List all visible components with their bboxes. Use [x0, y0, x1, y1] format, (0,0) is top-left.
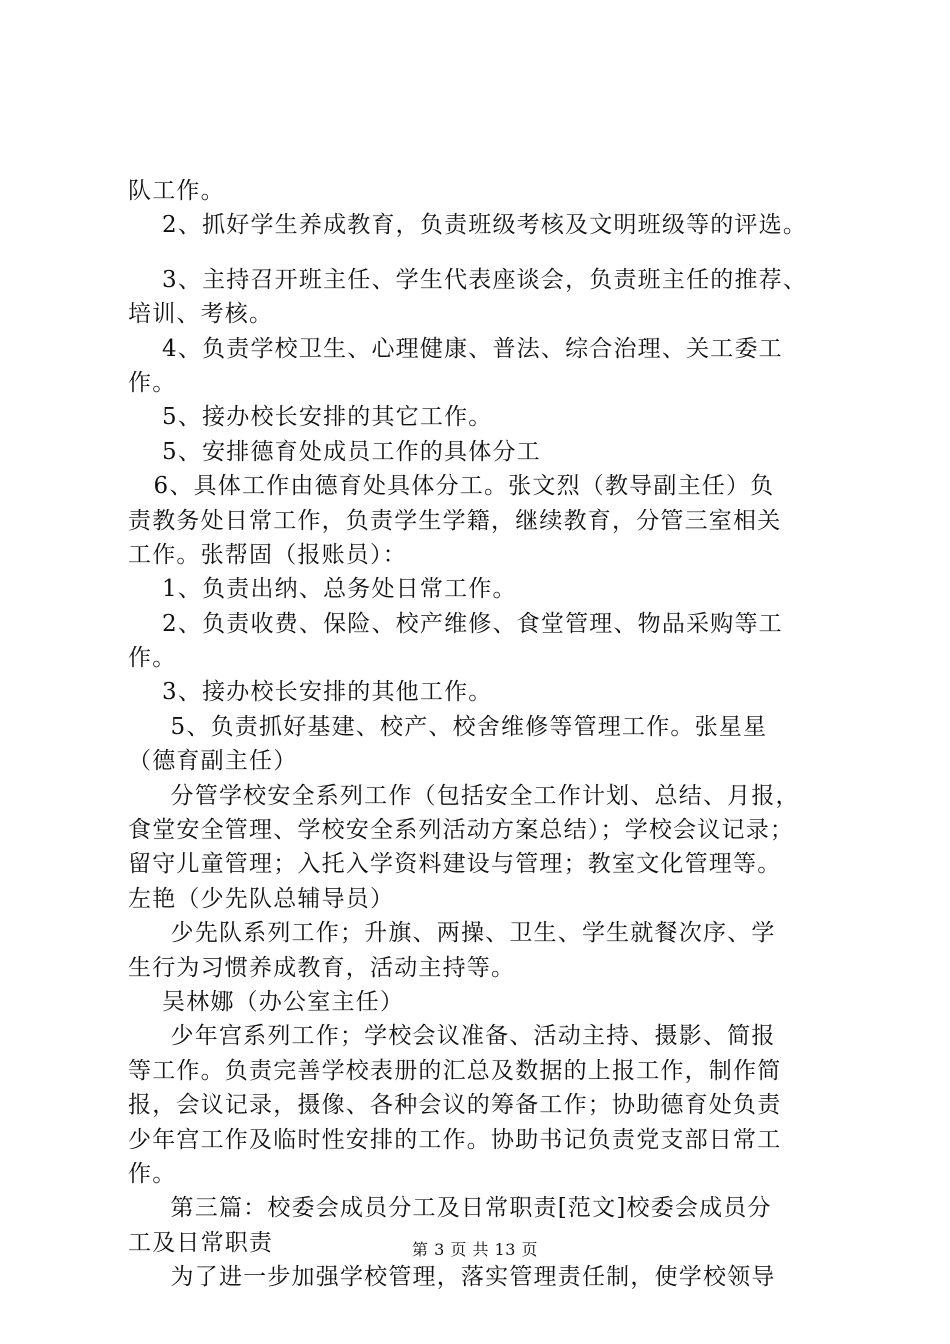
- text-line: 2、负责收费、保险、校产维修、食堂管理、物品采购等工: [128, 610, 783, 637]
- text-line: 留守儿童管理；入托入学资料建设与管理；教室文化管理等。: [128, 851, 782, 878]
- document-body: [128, 174, 848, 1295]
- text-line: 3、接办校长安排的其他工作。: [128, 679, 493, 706]
- page-number-label: 第 3 页 共 13 页: [412, 1240, 538, 1259]
- page-footer: [0, 1240, 950, 1260]
- blank-line: [128, 243, 848, 263]
- text-line: 作。: [128, 1160, 177, 1187]
- text-line: （德育副主任）: [128, 748, 298, 775]
- text-line: 5、接办校长安排的其它工作。: [128, 404, 493, 431]
- text-line: 为了进一步加强学校管理，落实管理责任制，使学校领导: [128, 1264, 776, 1291]
- text-line: 少先队系列工作；升旗、两操、卫生、学生就餐次序、学: [128, 920, 776, 947]
- text-line: 3、主持召开班主任、学生代表座谈会，负责班主任的推荐、: [128, 266, 808, 293]
- text-line: 1、负责出纳、总务处日常工作。: [128, 576, 517, 603]
- text-line: 2、抓好学生养成教育，负责班级考核及文明班级等的评选。: [128, 212, 808, 239]
- text-line: 分管学校安全系列工作（包括安全工作计划、总结、月报，: [128, 782, 800, 809]
- text-line: 队工作。: [128, 178, 225, 204]
- text-line: 工及日常职责: [128, 1229, 274, 1256]
- text-line: 培训、考核。: [128, 301, 274, 328]
- text-line: 食堂安全管理、学校安全系列活动方案总结）；学校会议记录；: [128, 817, 795, 844]
- text-line: 少年宫工作及临时性安排的工作。协助书记负责党支部日常工: [128, 1126, 782, 1153]
- text-line: 报，会议记录，摄像、各种会议的筹备工作；协助德育处负责: [128, 1092, 782, 1119]
- text-line: 5、安排德育处成员工作的具体分工: [128, 438, 541, 465]
- text-line: 5、负责抓好基建、校产、校舍维修等管理工作。张星星: [128, 713, 768, 740]
- text-line: 少年宫系列工作；学校会议准备、活动主持、摄影、简报: [128, 1023, 776, 1050]
- text-line: 作。: [128, 645, 177, 672]
- text-line: 工作。张帮固（报账员）：: [128, 541, 407, 568]
- text-line: 生行为习惯养成教育，活动主持等。: [128, 954, 516, 981]
- text-line: 第三篇：校委会成员分工及日常职责[范文]校委会成员分: [128, 1195, 772, 1222]
- text-line: 吴林娜（办公室主任）: [128, 988, 405, 1015]
- text-line: 左艳（少先队总辅导员）: [128, 885, 395, 912]
- text-line: 等工作。负责完善学校表册的汇总及数据的上报工作，制作简: [128, 1057, 782, 1084]
- text-line: 4、负责学校卫生、心理健康、普法、综合治理、关工委工: [128, 335, 783, 362]
- text-line: 责教务处日常工作，负责学生学籍，继续教育，分管三室相关: [128, 507, 782, 534]
- text-line: 作。: [128, 369, 177, 396]
- text-line: 6、具体工作由德育处具体分工。张文烈（教导副主任）负: [128, 473, 775, 500]
